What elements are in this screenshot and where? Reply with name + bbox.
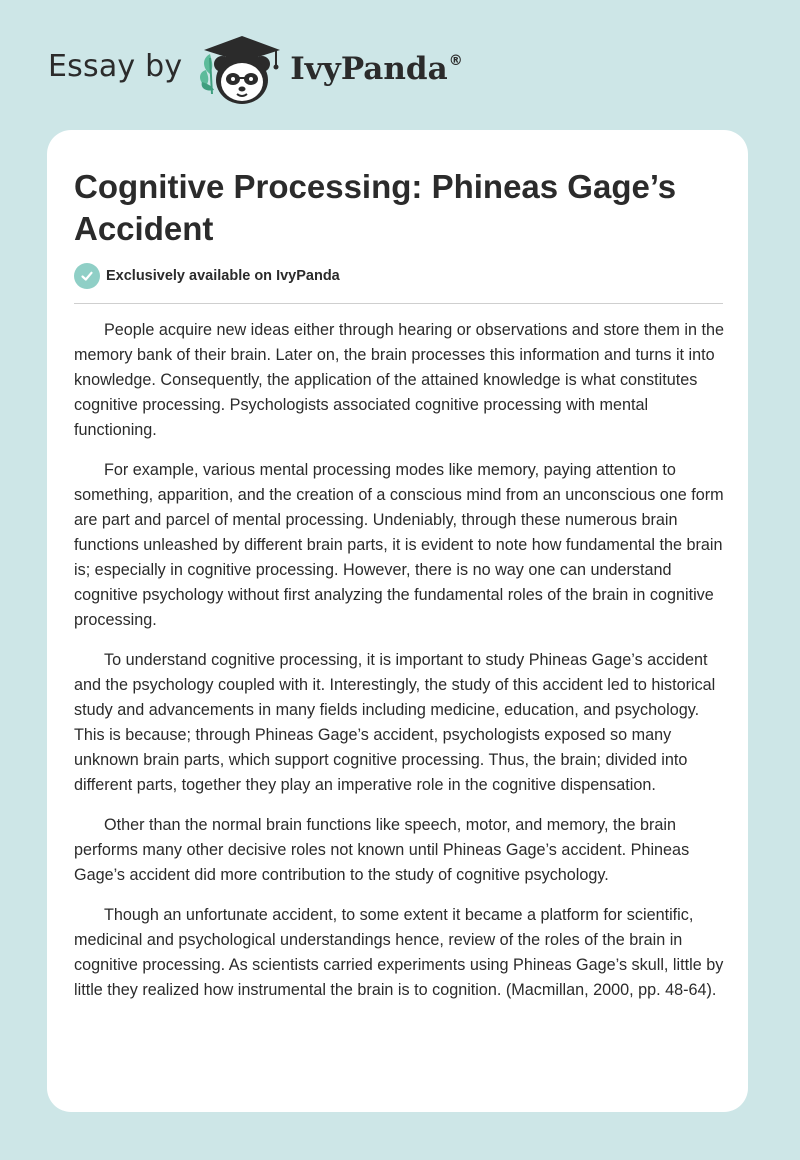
site-header (48, 28, 463, 108)
registered-mark: ® (448, 53, 463, 69)
exclusive-badge (74, 263, 340, 289)
panda-logo-icon[interactable] (196, 28, 292, 108)
paragraph: For example, various mental processing modes like memory, paying attention to something, apparition, and the creation of a conscious mind from an unconscious one form are part and parcel of mental processing. Undeniably, through these numerous brain functions unleashed by different brain parts, it is evident to note how fundamental the brain is; especially in cognitive processing. However, there is no way one can understand cognitive psychology without first analyzing the fundamental roles of the brain in cognitive processing. (74, 461, 724, 629)
brand-text: IvyPanda (290, 51, 448, 87)
article-card (47, 130, 748, 1112)
paragraph: People acquire new ideas either through hearing or observations and store them in the memory bank of their brain. Later on, the brain processes this information and turns it into knowledge. Consequently, the application of the attained knowledge is what constitutes cognitive processing. Psychologists associated cognitive processing with mental functioning. (74, 321, 725, 439)
divider (74, 303, 723, 304)
article-title: Cognitive Processing: Phineas Gage’s Accident (74, 168, 677, 247)
essay-by-label: Essay by (48, 48, 183, 84)
paragraph: To understand cognitive processing, it is important to study Phineas Gage’s accident and the psychology coupled with it. Interestingly, the study of this accident led to historical study and advancements in many fields including medicine, education, and psychology. This is because; through Phineas Gage’s accident, psychologists exposed so many unknown brain parts, which support cognitive processing. Thus, the brain; divided into different parts, together they play an imperative role in the cognitive dispensation. (74, 651, 716, 794)
article-body (74, 318, 726, 1018)
exclusive-label: Exclusively available on IvyPanda (106, 268, 340, 284)
check-circle-icon (74, 263, 100, 289)
paragraph: Though an unfortunate accident, to some extent it became a platform for scientific, medicinal and psychological understandings hence, review of the roles of the brain in cognitive processing. As scientists carried experiments using Phineas Gage’s skull, little by little they realized how instrumental the brain is to cognition. (Macmillan, 2000, pp. 48-64). (74, 906, 724, 999)
paragraph: Other than the normal brain functions like speech, motor, and memory, the brain performs many other decisive roles not known until Phineas Gage’s accident. Phineas Gage’s accident did more contribution to the study of cognitive psychology. (74, 816, 690, 884)
brand-name[interactable] (290, 51, 462, 87)
leaf-icon (200, 54, 214, 94)
